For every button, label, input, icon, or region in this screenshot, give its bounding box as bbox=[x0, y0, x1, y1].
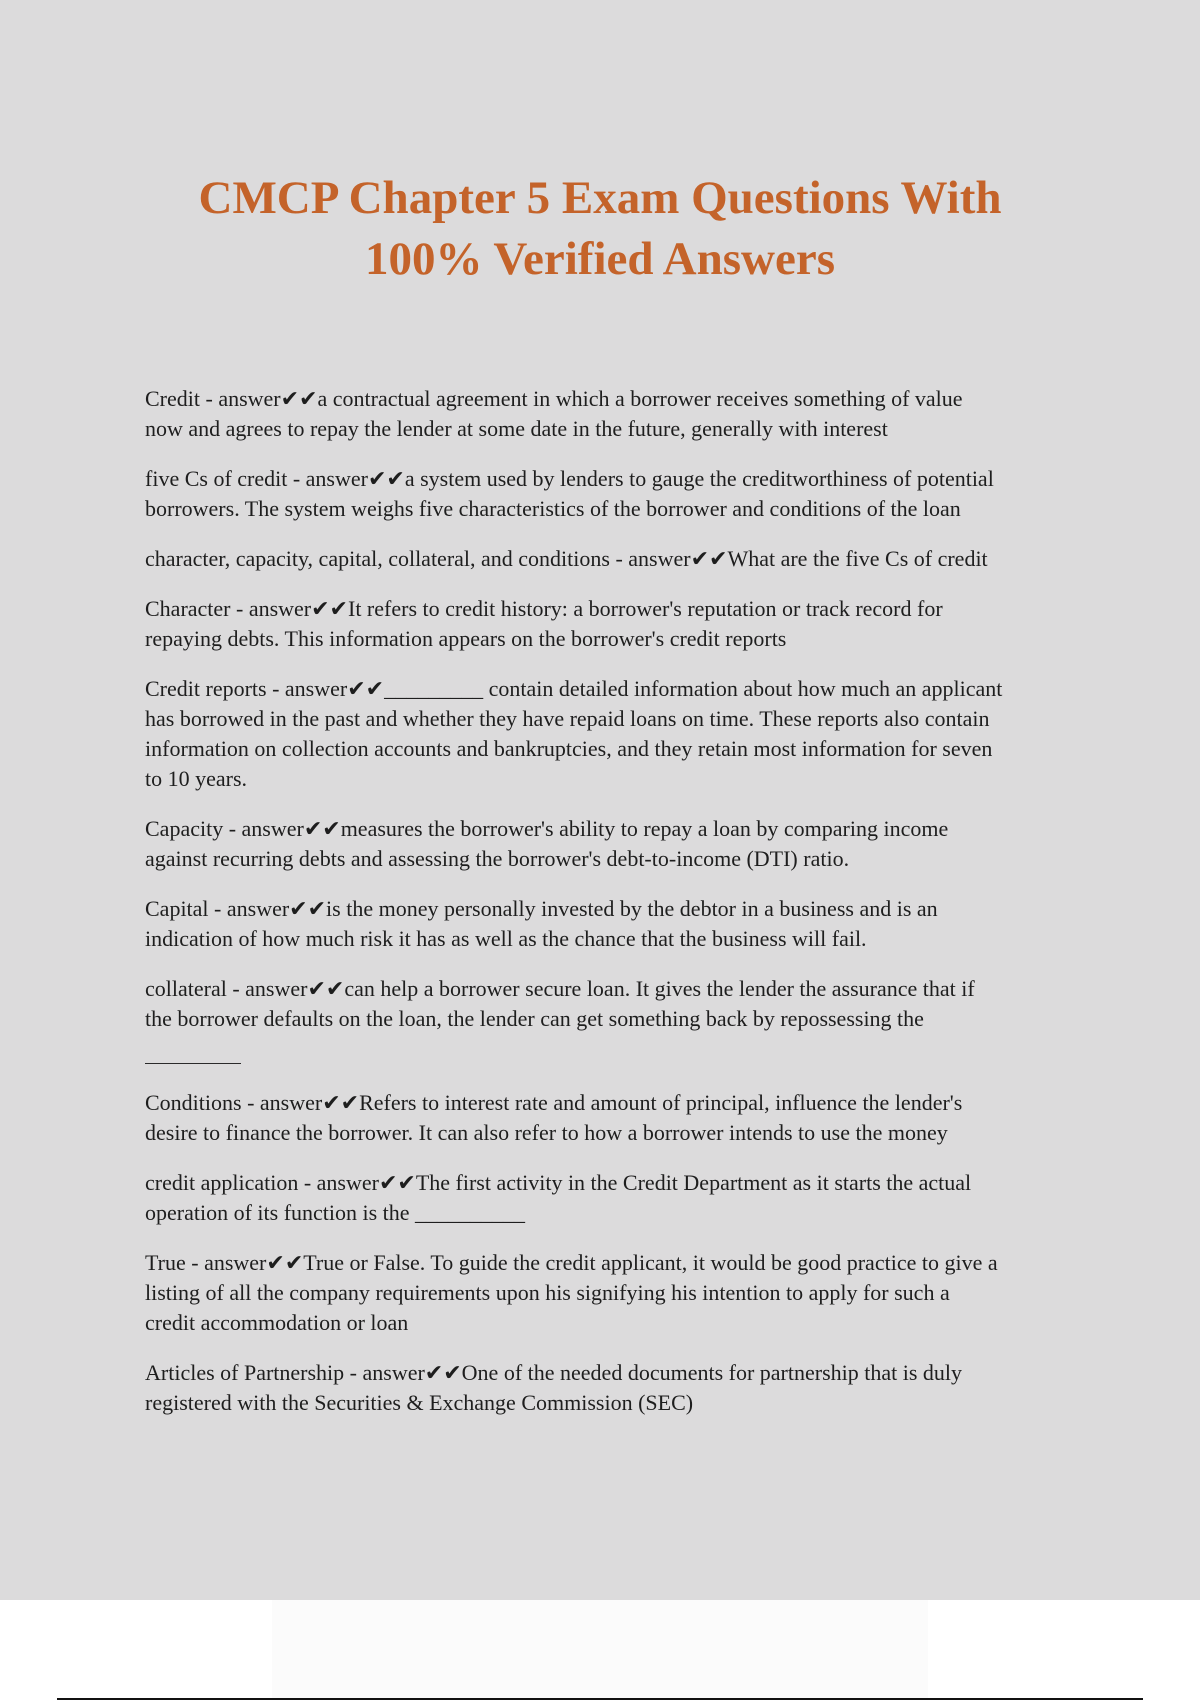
qa-entry-capacity: Capacity - answer✔✔measures the borrower's ability to repay a loan by comparing income against recurring debts and assessing the borrower's debt-to-income (DTI) ratio. bbox=[145, 816, 949, 871]
page-footer bbox=[0, 1600, 1200, 1700]
answer-blank-line bbox=[145, 1034, 241, 1064]
qa-entry-articles-of-partnership: Articles of Partnership - answer✔✔One of the needed documents for partnership that is duly registered with the Securities & Exchange Commission (SEC) bbox=[145, 1360, 963, 1415]
title-line-2: 100% Verified Answers bbox=[365, 233, 835, 285]
qa-list bbox=[145, 384, 1090, 1438]
qa-entry-five-cs-list: character, capacity, capital, collateral, and conditions - answer✔✔What are the five Cs of credit bbox=[145, 546, 988, 571]
qa-entry-five-cs: five Cs of credit - answer✔✔a system used by lenders to gauge the creditworthiness of potential borrowers. The system weighs five characteristics of the borrower and conditions of the loan bbox=[145, 466, 994, 521]
document-title bbox=[0, 168, 1200, 290]
qa-entry-character: Character - answer✔✔It refers to credit history: a borrower's reputation or track record for repaying debts. This information appears on the borrower's credit reports bbox=[145, 596, 943, 651]
footer-panel bbox=[272, 1600, 928, 1700]
qa-entry-credit-reports: Credit reports - answer✔✔_________ contain detailed information about how much an applicant has borrowed in the past and whether they have repaid loans on time. These reports also contain information on collection accounts and bankruptcies, and they retain most information for seven to 10 years. bbox=[145, 676, 1003, 791]
qa-entry-true: True - answer✔✔True or False. To guide the credit applicant, it would be good practice to give a listing of all the company requirements upon his signifying his intention to apply for such a credit accommodation or loan bbox=[145, 1250, 998, 1335]
qa-entry-credit-application: credit application - answer✔✔The first activity in the Credit Department as it starts the actual operation of its function is the __________ bbox=[145, 1170, 972, 1225]
title-line-1: CMCP Chapter 5 Exam Questions With bbox=[198, 172, 1002, 224]
qa-entry-conditions: Conditions - answer✔✔Refers to interest rate and amount of principal, influence the lender's desire to finance the borrower. It can also refer to how a borrower intends to use the money bbox=[145, 1090, 963, 1145]
qa-entry-capital: Capital - answer✔✔is the money personally invested by the debtor in a business and is an indication of how much risk it has as well as the chance that the business will fail. bbox=[145, 896, 938, 951]
qa-entry-collateral: collateral - answer✔✔can help a borrower secure loan. It gives the lender the assurance that if the borrower defaults on the loan, the lender can get something back by repossessing the bbox=[145, 976, 975, 1031]
qa-entry-credit: Credit - answer✔✔a contractual agreement in which a borrower receives something of value now and agrees to repay the lender at some date in the future, generally with interest bbox=[145, 386, 963, 441]
